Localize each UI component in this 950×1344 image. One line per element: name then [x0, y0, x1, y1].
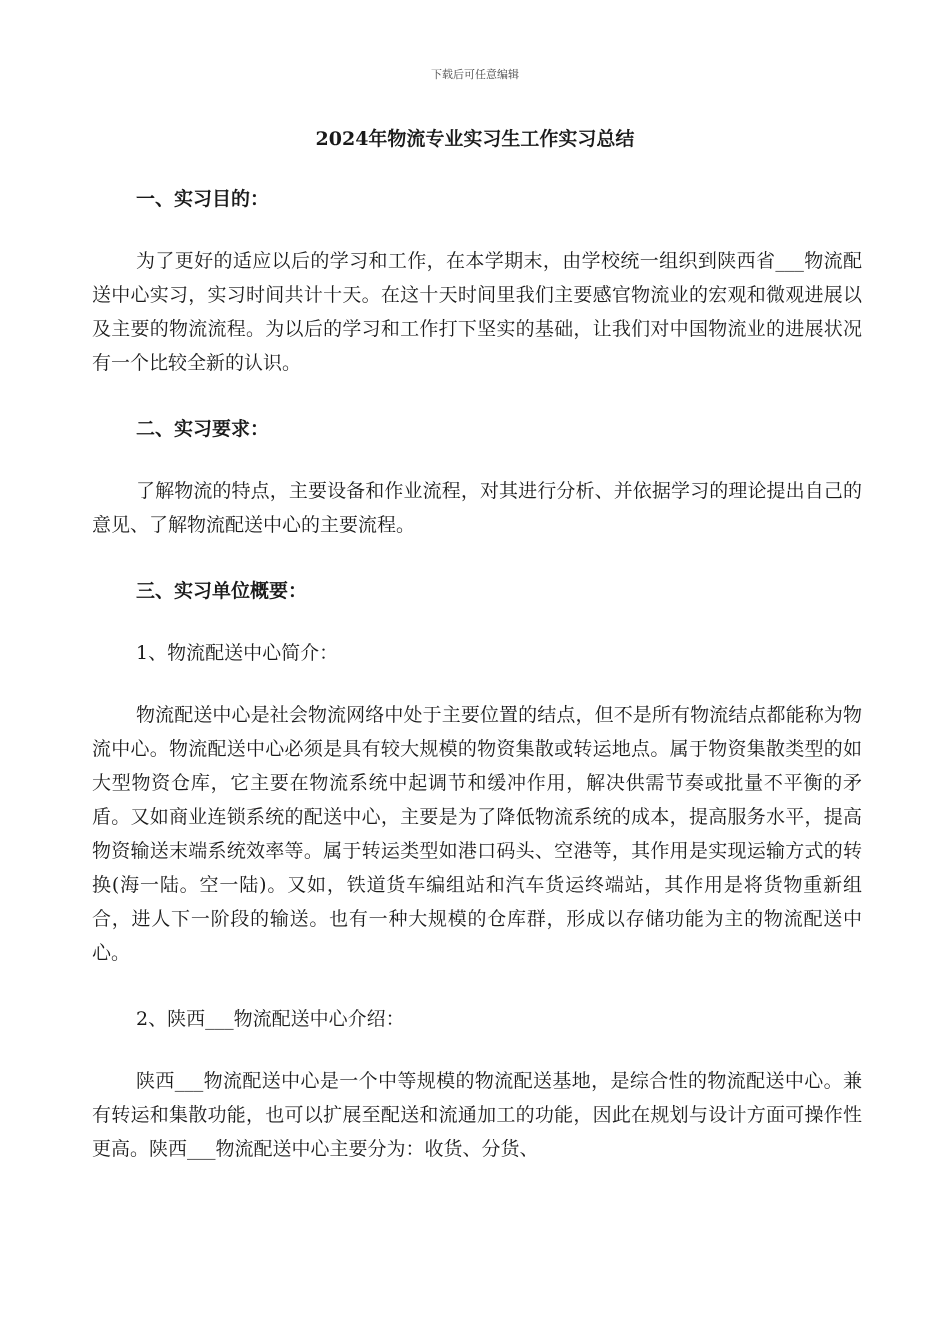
document-body: [92, 160, 862, 1166]
paragraph-shaanxi-center: 陕西___物流配送中心是一个中等规模的物流配送基地，是综合性的物流配送中心。兼有转运和集散功能，也可以扩展至配送和流通加工的功能，因此在规划与设计方面可操作性更高。陕西___物流配送中心主要分为：收货、分货、: [92, 1070, 862, 1160]
section-heading-requirements: 二、实习要求：: [136, 418, 270, 440]
paragraph-purpose: 为了更好的适应以后的学习和工作，在本学期末，由学校统一组织到陕西省___物流配送中心实习，实习时间共计十天。在这十天时间里我们主要感官物流业的宏观和微观进展以及主要的物流流程。为以后的学习和工作打下坚实的基础，让我们对中国物流业的进展状况有一个比较全新的认识。: [92, 250, 862, 374]
section-heading-purpose: 一、实习目的：: [136, 188, 270, 210]
document-title: 2024年物流专业实习生工作实习总结: [315, 128, 635, 150]
paragraph-center-intro: 物流配送中心是社会物流网络中处于主要位置的结点，但不是所有物流结点都能称为物流中心。物流配送中心必须是具有较大规模的物资集散或转运地点。属于物资集散类型的如大型物资仓库，它主要在物流系统中起调节和缓冲作用，解决供需节奏或批量不平衡的矛盾。又如商业连锁系统的配送中心，主要是为了降低物流系统的成本，提高服务水平，提高物资输送末端系统效率等。属于转运类型如港口码头、空港等，其作用是实现运输方式的转换(海一陆。空一陆)。又如，铁道货车编组站和汽车货运终端站，其作用是将货物重新组合，进人下一阶段的输送。也有一种大规模的仓库群，形成以存储功能为主的物流配送中心。: [92, 704, 862, 964]
subheading-center-intro: 1、物流配送中心简介：: [136, 642, 339, 664]
subheading-shaanxi-center: 2、陕西___物流配送中心介绍：: [136, 1008, 405, 1030]
section-heading-unit-overview: 三、实习单位概要：: [136, 580, 308, 602]
header-note: 下载后可任意编辑: [431, 68, 519, 81]
paragraph-requirements: 了解物流的特点，主要设备和作业流程，对其进行分析、并依据学习的理论提出自己的意见、了解物流配送中心的主要流程。: [92, 480, 862, 536]
